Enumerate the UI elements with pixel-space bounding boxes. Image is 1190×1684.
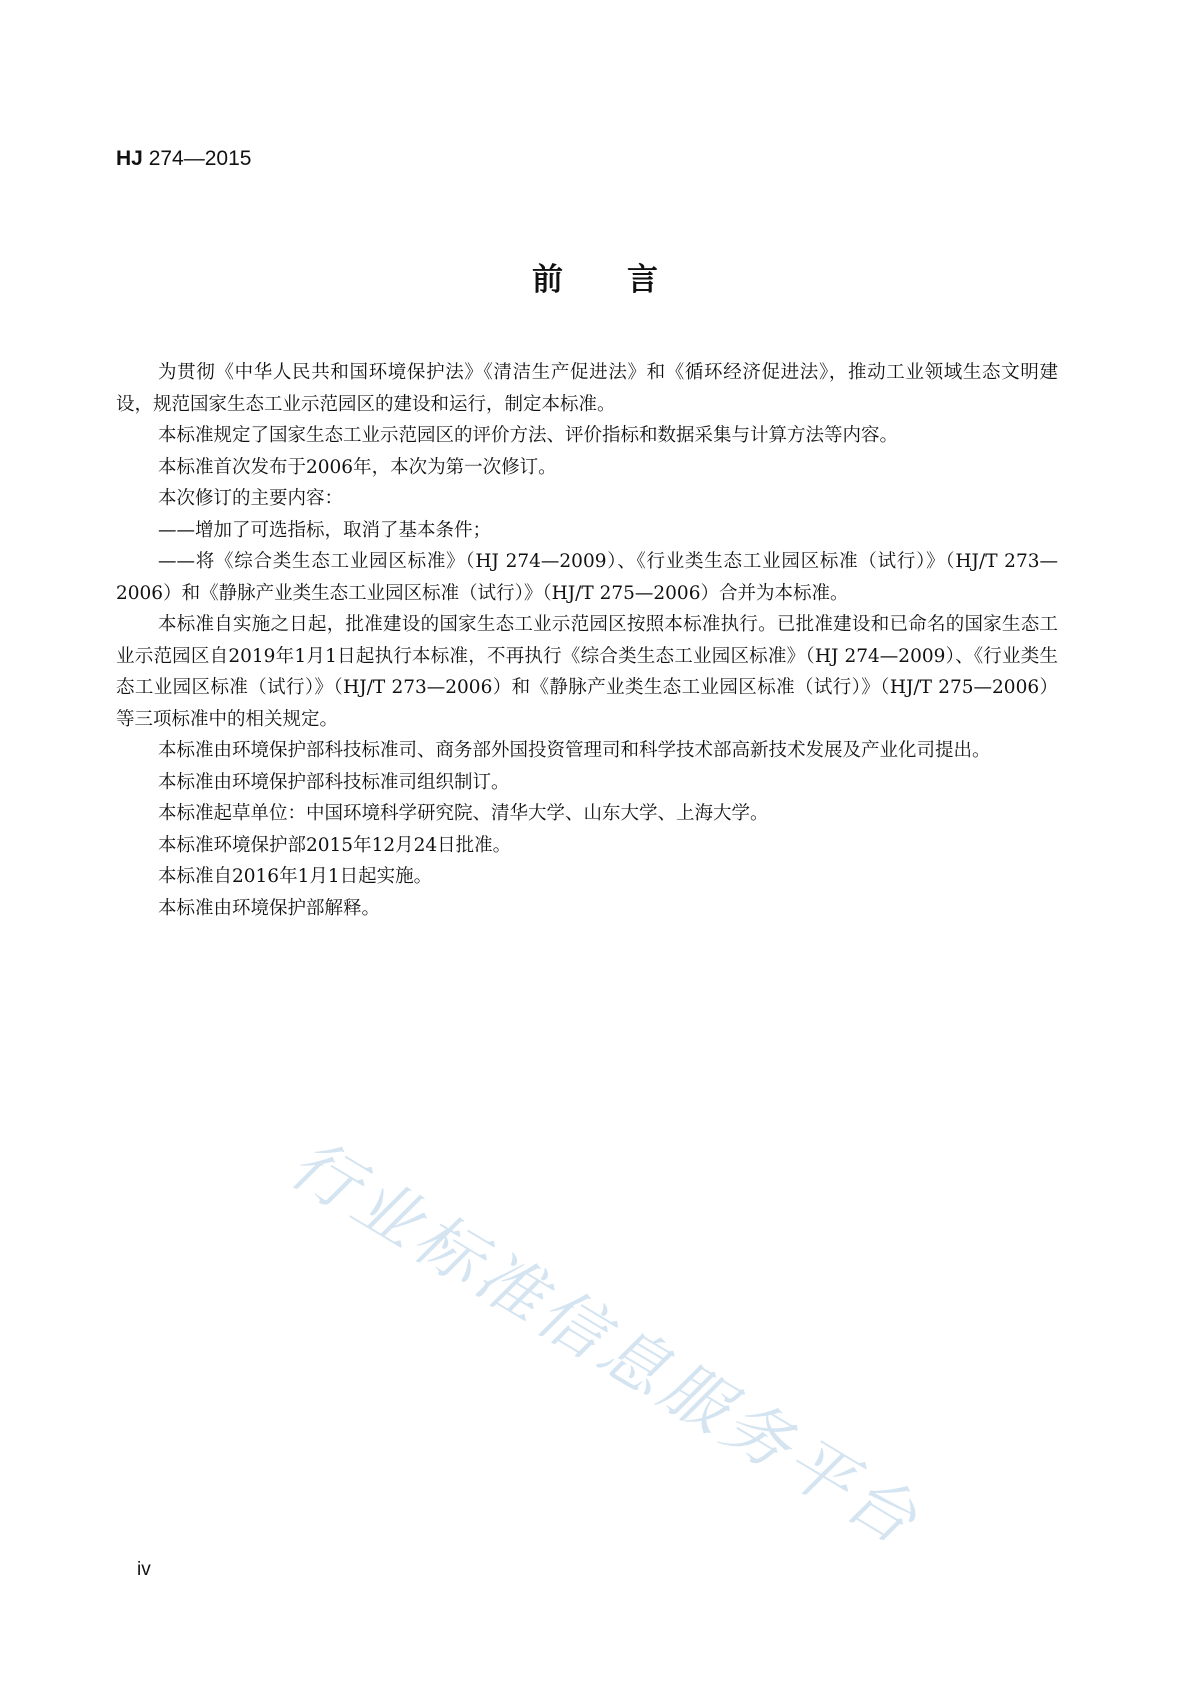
paragraph-implementation: 本标准自实施之日起，批准建设的国家生态工业示范园区按照本标准执行。已批准建设和已命名的国家生态工业示范园区自2019年1月1日起执行本标准，不再执行《综合类生态工业园区标准》（HJ 274—2009）、《行业类生态工业园区标准（试行）》（HJ/T 273—2006）和《静脉产业类生态工业园区标准（试行）》（HJ/T 275—2006）等三项标准中的相关规定。 (116, 614, 1058, 730)
page-title: 前言 (532, 262, 722, 298)
paragraph-approval: 本标准环境保护部2015年12月24日批准。 (158, 834, 512, 856)
paragraph-organizer: 本标准由环境保护部科技标准司组织制订。 (158, 771, 510, 793)
paragraph-scope: 本标准规定了国家生态工业示范园区的评价方法、评价指标和数据采集与计算方法等内容。 (158, 425, 899, 446)
paragraph-history: 本标准首次发布于2006年，本次为第一次修订。 (158, 456, 557, 478)
paragraph-proposer: 本标准由环境保护部科技标准司、商务部外国投资管理司和科学技术部高新技术发展及产业化司提出。 (158, 740, 991, 761)
foreword-body (116, 357, 1058, 924)
paragraph-interpretation: 本标准由环境保护部解释。 (158, 897, 381, 919)
document-code (116, 146, 251, 172)
document-code-number: 274—2015 (148, 147, 252, 170)
paragraph-effective-date: 本标准自2016年1月1日起实施。 (158, 866, 433, 887)
paragraph-revision-item-2: ——将《综合类生态工业园区标准》（HJ 274—2009）、《行业类生态工业园区标准（试行）》（HJ/T 273—2006）和《静脉产业类生态工业园区标准（试行）》（HJ/T 275—2006）合并为本标准。 (116, 551, 1058, 604)
page-number: iv (137, 1559, 151, 1580)
watermark: 行业标准信息服务平台 (277, 1124, 934, 1562)
paragraph-revision-item-1: ——增加了可选指标，取消了基本条件； (158, 519, 492, 541)
paragraph-purpose: 为贯彻《中华人民共和国环境保护法》《清洁生产促进法》和《循环经济促进法》，推动工业领域生态文明建设，规范国家生态工业示范园区的建设和运行，制定本标准。 (116, 362, 1058, 415)
paragraph-revision-intro: 本次修订的主要内容： (158, 488, 344, 509)
paragraph-drafters: 本标准起草单位：中国环境科学研究院、清华大学、山东大学、上海大学。 (158, 803, 769, 824)
document-code-prefix: HJ (116, 147, 143, 170)
